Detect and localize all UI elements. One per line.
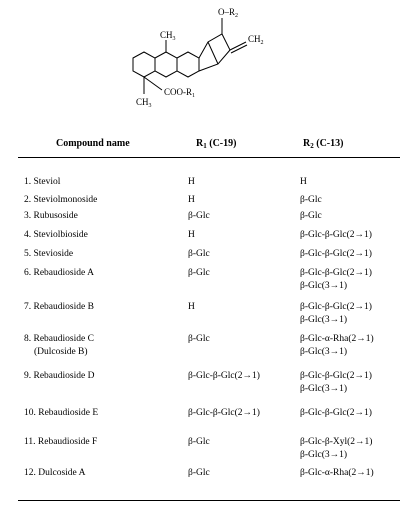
compound-name: 6. Rebaudioside A	[24, 268, 94, 278]
r2-substituent: β-Glc-β-Glc(2→1)	[300, 371, 372, 381]
compound-name: 5. Stevioside	[24, 249, 74, 259]
r1-substituent: β-Glc	[188, 437, 210, 447]
carboxyl-bond	[144, 77, 162, 90]
o-r2-label: $O-R_2$	[218, 7, 239, 19]
compound-name: 10. Rebaudioside E	[24, 408, 99, 418]
header-r2-letter: R	[303, 138, 311, 149]
r2-substituent: β-Glc-α-Rha(2→1)	[300, 334, 374, 344]
compound-name: 7. Rebaudioside B	[24, 302, 94, 312]
r2-substituent: β-Glc-β-Glc(2→1)	[300, 268, 372, 278]
compound-name: 8. Rebaudioside C	[24, 334, 94, 344]
r2-substituent: β-Glc-β-Glc(2→1)	[300, 302, 372, 312]
r1-substituent: β-Glc	[188, 334, 210, 344]
compound-name: 12. Dulcoside A	[24, 468, 86, 478]
header-r1-letter: R	[196, 138, 204, 149]
header-r2-position: (C-13)	[313, 138, 344, 149]
r1-substituent: β-Glc-β-Glc(2→1)	[188, 408, 260, 418]
r2-substituent: H	[300, 177, 307, 187]
compound-name: 11. Rebaudioside F	[24, 437, 98, 447]
r1-substituent: β-Glc	[188, 211, 210, 221]
compound-name: 1. Steviol	[24, 177, 61, 187]
ring-b	[155, 52, 177, 77]
r1-substituent: β-Glc	[188, 468, 210, 478]
methylene-bond-2	[231, 45, 247, 53]
r1-substituent: H	[188, 302, 195, 312]
steviol-structure	[120, 2, 290, 118]
table-top-rule	[18, 157, 400, 158]
ring-a	[133, 52, 155, 77]
methylene-bond	[230, 42, 246, 50]
header-compound-name: Compound name	[56, 138, 130, 149]
compound-name: 3. Rubusoside	[24, 211, 78, 221]
r1-substituent: β-Glc	[188, 268, 210, 278]
coo-r1-label: COO-$R_1$	[164, 87, 196, 99]
header-r2	[303, 138, 343, 150]
r1-substituent: H	[188, 177, 195, 187]
header-r1-position: (C-19)	[206, 138, 237, 149]
r2-substituent: β-Glc-β-Glc(2→1)	[300, 249, 372, 259]
table-bottom-rule	[18, 500, 400, 501]
ch2-label: $CH_2$	[248, 34, 264, 46]
header-r1-subscript: 1	[203, 142, 207, 150]
steviol-skeleton-drawing	[120, 2, 290, 118]
header-r2-subscript: 2	[310, 142, 314, 150]
ring-c	[177, 52, 199, 77]
compound-name: 9. Rebaudioside D	[24, 371, 95, 381]
r2-substituent: β-Glc-β-Glc(2→1)	[300, 230, 372, 240]
r2-substituent: β-Glc(3→1)	[300, 384, 348, 394]
r2-substituent: β-Glc-β-Glc(2→1)	[300, 408, 372, 418]
r2-substituent: β-Glc(3→1)	[300, 450, 348, 460]
r1-substituent: β-Glc-β-Glc(2→1)	[188, 371, 260, 381]
r2-substituent: β-Glc(3→1)	[300, 347, 348, 357]
r1-substituent: H	[188, 195, 195, 205]
bridge-bond	[208, 42, 218, 64]
r2-substituent: β-Glc(3→1)	[300, 281, 348, 291]
ring-d	[199, 34, 230, 71]
r2-substituent: β-Glc	[300, 211, 322, 221]
r1-substituent: H	[188, 230, 195, 240]
ch3-bottom-label: $CH_3$	[136, 97, 152, 109]
compound-name: 2. Steviolmonoside	[24, 195, 98, 205]
r1-substituent: β-Glc	[188, 249, 210, 259]
compound-name: 4. Steviolbioside	[24, 230, 88, 240]
r2-substituent: β-Glc	[300, 195, 322, 205]
r2-substituent: β-Glc(3→1)	[300, 315, 348, 325]
ch3-top-label: $CH_3$	[160, 30, 176, 42]
r2-substituent: β-Glc-α-Rha(2→1)	[300, 468, 374, 478]
compound-name: (Dulcoside B)	[34, 347, 88, 357]
header-r1	[196, 138, 236, 150]
r2-substituent: β-Glc-β-Xyl(2→1)	[300, 437, 373, 447]
